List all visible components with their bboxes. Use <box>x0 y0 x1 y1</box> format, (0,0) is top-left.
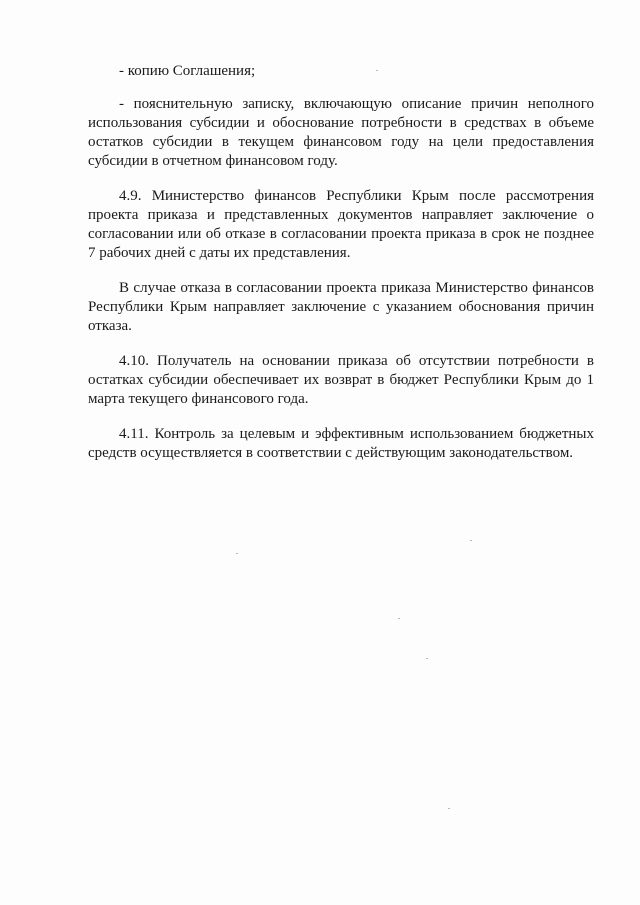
paragraph-4-9: 4.9. Министерство финансов Республики Крым после рассмотрения проекта приказа и представленных документов направляет заключение о согласовании или об отказе в согласовании проекта приказа в срок не позднее 7 рабочих дней с даты их представления. <box>88 188 594 261</box>
scan-speck <box>398 618 400 619</box>
scan-speck <box>236 553 238 554</box>
paragraph-4-10: 4.10. Получатель на основании приказа об отсутствии потребности в остатках субсидии обеспечивает их возврат в бюджет Республики Крым до 1 марта текущего финансового года. <box>88 353 594 407</box>
scan-speck <box>470 540 472 541</box>
scan-speck <box>376 70 378 71</box>
list-item-agreement-copy: - копию Соглашения; <box>119 63 256 79</box>
paragraph-4-11: 4.11. Контроль за целевым и эффективным использованием бюджетных средств осуществляется в соответствии с действующим законодательством. <box>88 426 594 461</box>
paragraph-refusal: В случае отказа в согласовании проекта приказа Министерство финансов Республики Крым направляет заключение с указанием обоснования причин отказа. <box>88 280 594 334</box>
scan-speck <box>426 658 428 659</box>
scan-speck <box>448 808 450 809</box>
document-body <box>88 62 594 479</box>
list-item-explanatory-note: - пояснительную записку, включающую описание причин неполного использования субсидии и обоснование потребности в средствах в объеме остатков субсидии в текущем финансовом году на цели предоставления субсидии в отчетном финансовом году. <box>88 96 594 169</box>
